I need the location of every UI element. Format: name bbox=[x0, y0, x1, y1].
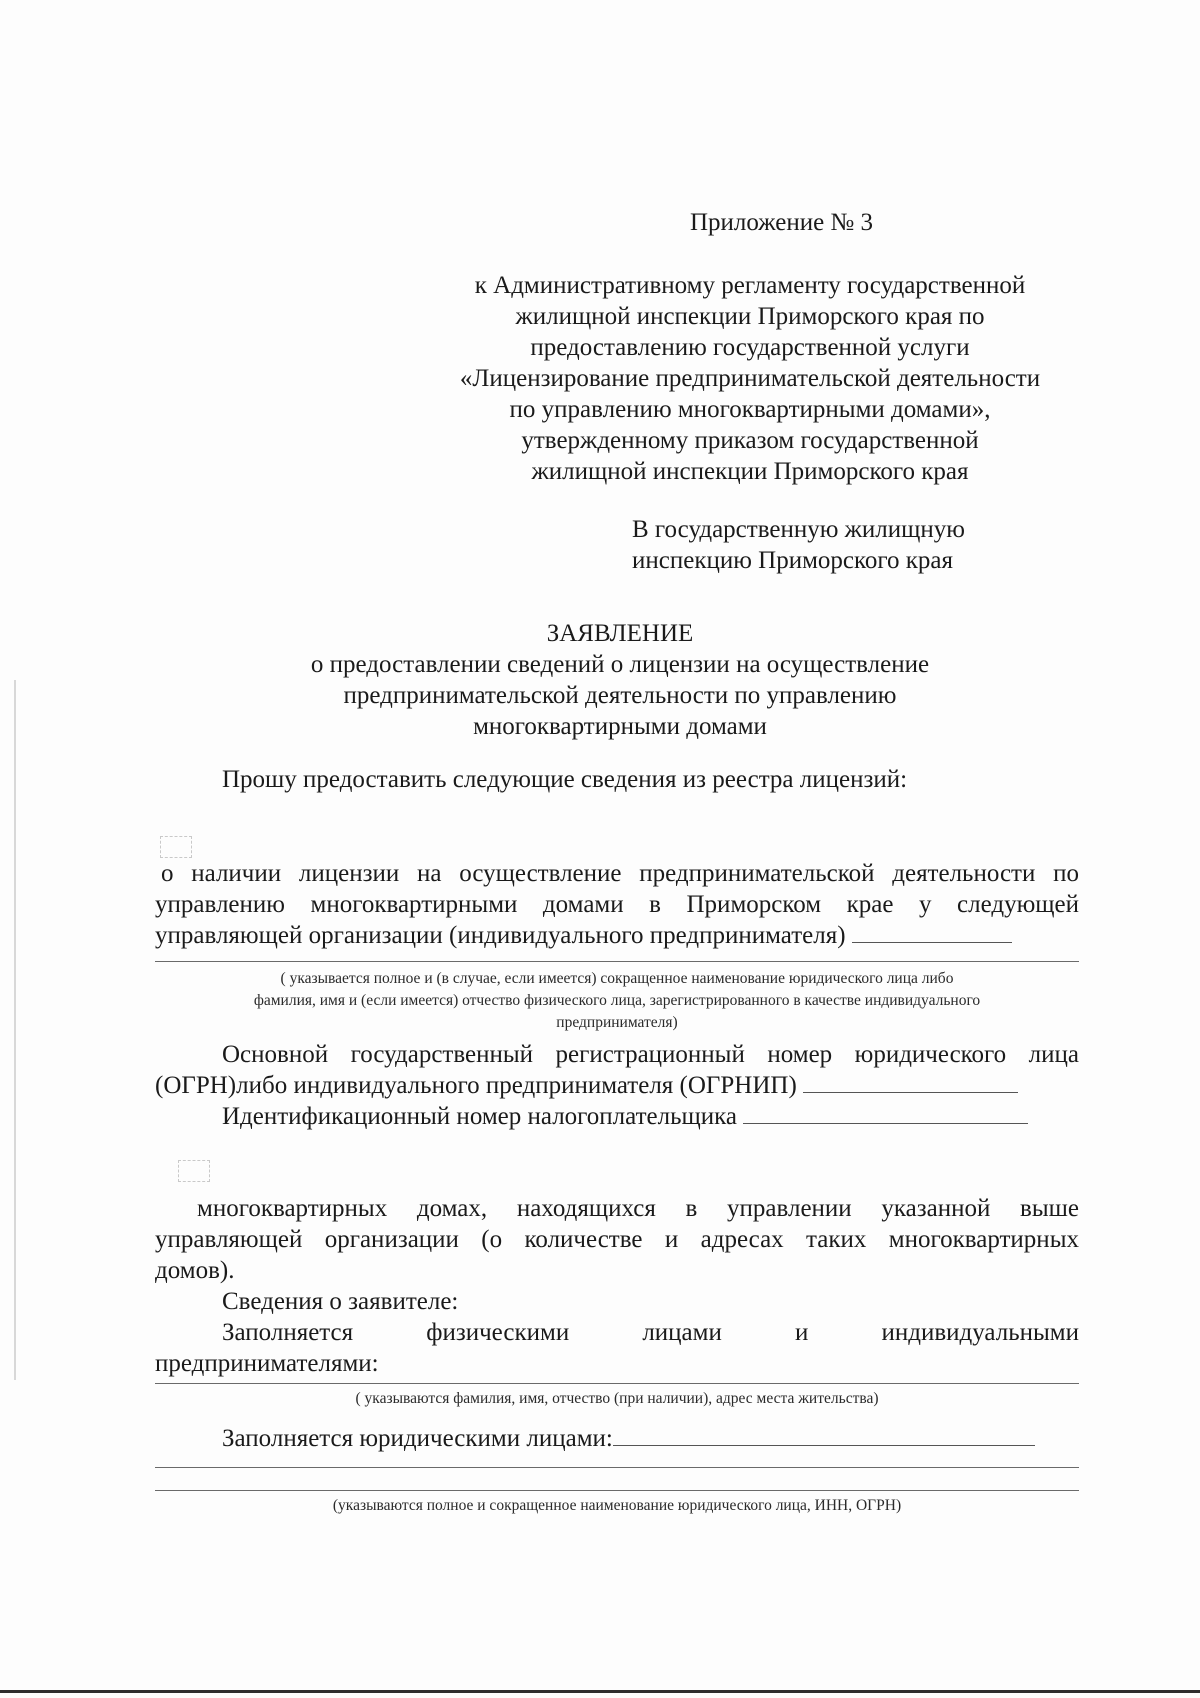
ogrn-line: Основной государственный регистрационный номер юридического лица bbox=[222, 1041, 1079, 1068]
legal-field-line-2[interactable] bbox=[155, 1467, 1079, 1468]
individuals-field[interactable] bbox=[155, 1383, 1079, 1384]
legal-field[interactable] bbox=[613, 1425, 1035, 1446]
option-licence-line: о наличии лицензии на осуществление предпринимательской деятельности по bbox=[161, 860, 1079, 887]
scan-margin-mark bbox=[14, 680, 16, 1380]
option-houses-line: многоквартирных домах, находящихся в управлении указанной выше bbox=[197, 1195, 1079, 1222]
inn-label: Идентификационный номер налогоплательщика bbox=[222, 1103, 738, 1130]
regulation-line: утвержденному приказом государственной bbox=[521, 427, 979, 454]
option-houses-checkbox[interactable] bbox=[178, 1160, 210, 1182]
legal-row bbox=[222, 1423, 1079, 1454]
appendix-label: Приложение № 3 bbox=[690, 209, 874, 236]
option-houses-line: управляющей организации (о количестве и адресах таких многоквартирных bbox=[155, 1226, 1079, 1253]
applicant-heading: Сведения о заявителе: bbox=[222, 1288, 459, 1315]
organization-note bbox=[155, 968, 1079, 1034]
ogrn-field[interactable] bbox=[803, 1072, 1018, 1093]
inn-row bbox=[155, 1101, 1079, 1132]
ogrn-line-2 bbox=[155, 1070, 1079, 1101]
option-houses-paragraph bbox=[155, 1193, 1079, 1379]
statement-subtitle-line: о предоставлении сведений о лицензии на осуществление bbox=[310, 651, 930, 678]
organization-name-field[interactable] bbox=[852, 922, 1012, 943]
request-text: Прошу предоставить следующие сведения из реестра лицензий: bbox=[222, 766, 908, 793]
option-licence-line-3 bbox=[155, 920, 1079, 951]
note-line: ( указывается полное и (в случае, если имеется) сокращенное наименование юридического лица либо bbox=[280, 970, 954, 987]
scan-bottom-edge bbox=[0, 1690, 1200, 1693]
legal-label: Заполняется юридическими лицами: bbox=[222, 1425, 613, 1452]
option-licence-line: управлению многоквартирными домами в Приморском крае у следующей bbox=[155, 891, 1079, 918]
option-licence-line: управляющей организации (индивидуального предпринимателя) bbox=[155, 922, 846, 949]
regulation-line: к Административному регламенту государственной bbox=[474, 272, 1026, 299]
inn-field[interactable] bbox=[743, 1103, 1028, 1124]
statement-subtitle-line: предпринимательской деятельности по управлению bbox=[343, 682, 897, 709]
addressee-line: инспекцию Приморского края bbox=[632, 547, 954, 574]
legal-field-line-3[interactable] bbox=[155, 1490, 1079, 1491]
statement-subtitle-line: многоквартирными домами bbox=[473, 713, 767, 740]
statement-title bbox=[180, 618, 1060, 742]
option-houses-line: домов). bbox=[155, 1257, 235, 1284]
note-line: фамилия, имя и (если имеется) отчество физического лица, зарегистрированного в качестве индивидуального bbox=[253, 992, 981, 1009]
individuals-line: Заполняется физическими лицами и индивидуальными bbox=[222, 1319, 1079, 1346]
note-line: предпринимателя) bbox=[556, 1014, 678, 1031]
legal-note: (указываются полное и сокращенное наименование юридического лица, ИНН, ОГРН) bbox=[332, 1497, 902, 1514]
regulation-line: жилищной инспекции Приморского края по bbox=[515, 303, 985, 330]
organization-name-line[interactable] bbox=[155, 961, 1079, 962]
ogrn-paragraph bbox=[155, 1039, 1079, 1132]
regulation-line: «Лицензирование предпринимательской деятельности bbox=[459, 365, 1041, 392]
option-licence-paragraph bbox=[155, 858, 1079, 951]
individuals-note: ( указываются фамилия, имя, отчество (при наличии), адрес места жительства) bbox=[355, 1390, 879, 1407]
regulation-block bbox=[420, 270, 1080, 487]
option-licence-checkbox[interactable] bbox=[160, 836, 192, 858]
regulation-line: предоставлению государственной услуги bbox=[530, 334, 970, 361]
addressee-block bbox=[632, 514, 965, 576]
regulation-line: жилищной инспекции Приморского края bbox=[531, 458, 969, 485]
individuals-line-2: предпринимателями: bbox=[155, 1350, 379, 1377]
addressee-line: В государственную жилищную bbox=[632, 516, 965, 543]
statement-heading: ЗАЯВЛЕНИЕ bbox=[546, 620, 694, 647]
regulation-line: по управлению многоквартирными домами», bbox=[509, 396, 991, 423]
ogrn-line: (ОГРН)либо индивидуального предпринимателя (ОГРНИП) bbox=[155, 1072, 797, 1099]
